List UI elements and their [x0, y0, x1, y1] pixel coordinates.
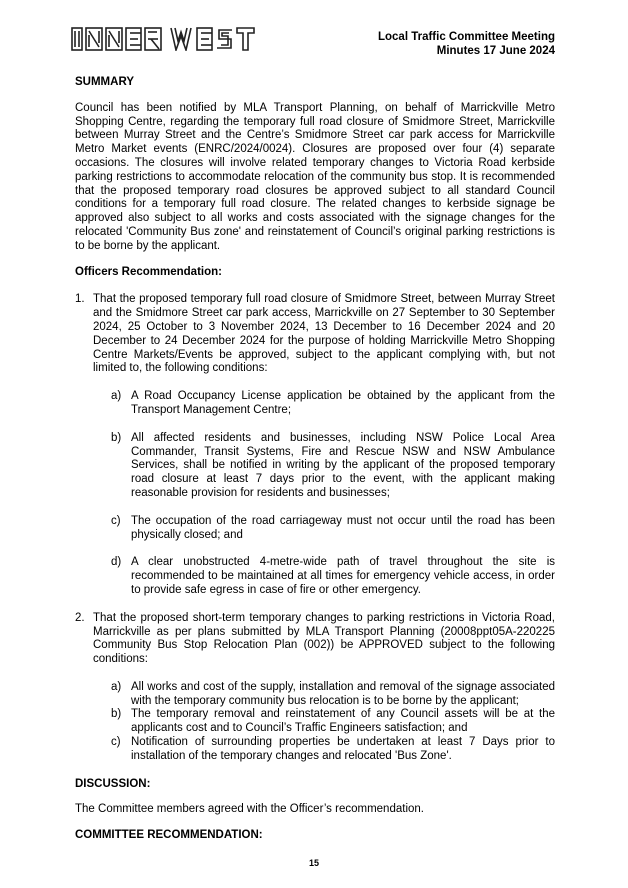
- list-number: 1.: [75, 293, 85, 306]
- condition-item: [93, 432, 555, 501]
- recommendation-text: That the proposed short-term temporary changes to parking restrictions in Victoria Road, Marrickville as per plans submitted by MLA Transport Planning (20008ppt05A-220225 Community Bus Stop Relocation Plan (002)) be APPROVED subject to the following conditions:: [93, 611, 555, 666]
- meeting-title: Local Traffic Committee Meeting: [377, 31, 555, 43]
- condition-text: All works and cost of the supply, installation and removal of the signage associated with the temporary community bus relocation is to be borne by the applicant;: [131, 680, 555, 707]
- condition-item: [93, 515, 555, 543]
- list-letter: a): [111, 390, 122, 403]
- condition-text: The temporary removal and reinstatement of any Council assets will be at the applicants cost and to Council’s Traffic Engineers satisfaction; and: [131, 708, 555, 735]
- recommendation-item-2: [75, 612, 555, 764]
- minutes-date: Minutes 17 June 2024: [436, 45, 555, 57]
- summary-heading: SUMMARY: [75, 76, 134, 88]
- inner-west-logo: [71, 27, 271, 56]
- page-header: [0, 0, 628, 60]
- condition-item: [93, 736, 555, 764]
- condition-text: A Road Occupancy License application be obtained by the applicant from the Transport Management Centre;: [131, 390, 555, 416]
- meeting-header: [378, 30, 555, 58]
- recommendation-item-1: [75, 293, 555, 597]
- condition-text: The occupation of the road carriageway must not occur until the road has been physically closed; and: [131, 514, 555, 541]
- list-letter: b): [111, 708, 122, 721]
- condition-text: Notification of surrounding properties be undertaken at least 7 Days prior to installation of the temporary changes and relocated 'Bus Zone'.: [131, 736, 555, 762]
- recommendation-list: [75, 293, 555, 763]
- list-letter: a): [111, 680, 122, 693]
- condition-item: [93, 390, 555, 418]
- condition-text: A clear unobstructed 4-metre-wide path of travel throughout the site is recommended to be maintained at all times for emergency vehicle access, in order to provide safe egress in case of fire or other emergency.: [131, 556, 555, 596]
- page-number: 15: [308, 858, 319, 868]
- discussion-heading: DISCUSSION:: [75, 777, 151, 790]
- list-number: 2.: [75, 611, 85, 624]
- recommendation-text: That the proposed temporary full road closure of Smidmore Street, between Murray Street and the Smidmore Street car park access, Marrickville on 27 September to 30 September 2024, 25 October to 3 November 2024, 13 December to 16 December 2024 and 20 December to 24 December 2024 for the purpose of holding Marrickville Metro Shopping Centre Markets/Events be approved, subject to the applicant complying with, but not limited to, the following conditions:: [93, 293, 555, 375]
- conditions-list: [93, 390, 555, 598]
- list-letter: c): [111, 514, 121, 527]
- list-letter: b): [111, 431, 122, 444]
- summary-body: Council has been notified by MLA Transport Planning, on behalf of Marrickville Metro Shopping Centre, regarding the temporary full road closure of Smidmore Street, Marrickville between Murray Street and the Centre’s Smidmore Street car park access for Marrickville Metro Market events (ENRC/2024/0024). Closures are proposed over four (4) separate occasions. The closures will involve related temporary changes to Victoria Road kerbside parking restrictions to accommodate relocation of the community bus stop. It is recommended that the proposed temporary road closures be approved subject to all standard Council conditions for a temporary full road closure. The related changes to kerbside signage be approved also subject to all works and costs associated with the signage changes for the relocated 'Community Bus zone' and reinstatement of Council’s original parking restrictions is to be borne by the applicant.: [75, 101, 555, 252]
- condition-item: [93, 556, 555, 597]
- conditions-list: [93, 681, 555, 764]
- condition-item: [93, 708, 555, 736]
- officers-recommendation-heading: Officers Recommendation:: [75, 265, 222, 278]
- condition-item: [93, 681, 555, 709]
- discussion-body: The Committee members agreed with the Officer’s recommendation.: [75, 803, 424, 816]
- list-letter: c): [111, 736, 121, 749]
- document-body: [75, 76, 555, 843]
- committee-recommendation-heading: COMMITTEE RECOMMENDATION:: [75, 829, 263, 842]
- list-letter: d): [111, 556, 122, 569]
- condition-text: All affected residents and businesses, including NSW Police Local Area Commander, Transit Systems, Fire and Rescue NSW and NSW Ambulance Services, shall be notified in writing by the applicant of the proposed temporary road closure at least 7 days prior to the event, with the applicant making reasonable provision for residents and businesses;: [131, 431, 555, 499]
